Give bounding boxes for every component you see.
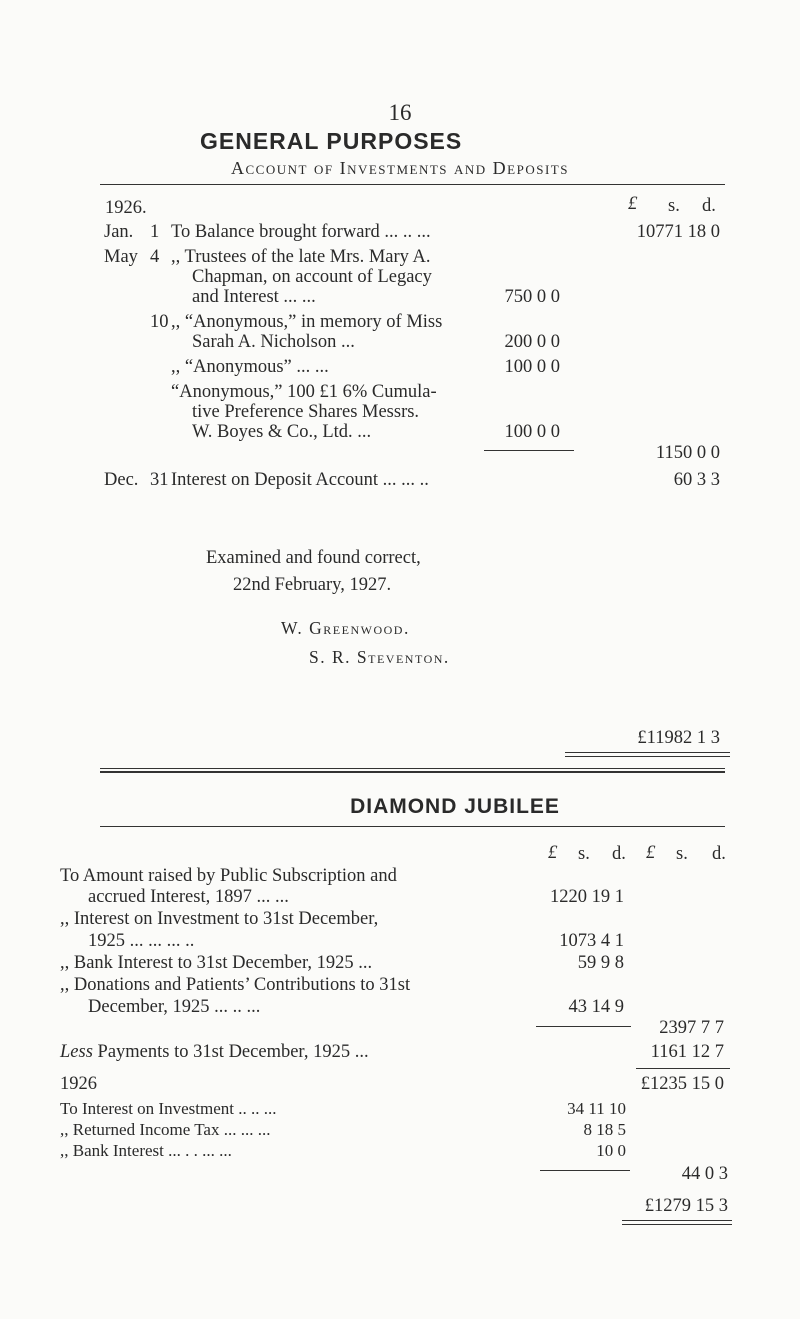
col-pound: £: [646, 843, 656, 863]
year-1926-label: 1926: [60, 1074, 97, 1094]
col-shillings: s.: [578, 844, 590, 864]
jubilee-line: ,, Interest on Investment to 31st December,: [60, 909, 379, 929]
less-amount: 1161 12 7: [650, 1042, 724, 1062]
entry-text: ,, “Anonymous,” in memory of Miss: [171, 312, 443, 332]
jubilee-1926-line: ,, Bank Interest ... . . ... ...: [60, 1141, 232, 1160]
less-line: Less Payments to 31st December, 1925 ...: [60, 1042, 369, 1062]
signatory: W. Greenwood.: [281, 618, 410, 638]
entry-month: May: [104, 247, 138, 267]
jubilee-inner-amount: 1220 19 1: [550, 887, 624, 907]
signatory: S. R. Steventon.: [309, 647, 450, 667]
examined-date: 22nd February, 1927.: [233, 575, 392, 595]
section-title-general: GENERAL PURPOSES: [200, 128, 463, 154]
jubilee-line: ,, Donations and Patients’ Contributions to 31st: [60, 975, 411, 995]
jubilee-final-total: £1279 15 3: [644, 1196, 728, 1216]
jubilee-balance: £1235 15 0: [640, 1074, 724, 1094]
entry-text: Sarah A. Nicholson ...: [192, 332, 355, 352]
jubilee-line: ,, Bank Interest to 31st December, 1925 ...: [60, 953, 373, 973]
entry-text: Chapman, on account of Legacy: [192, 267, 432, 287]
col-shillings: s.: [668, 196, 680, 216]
entry-text: W. Boyes & Co., Ltd. ...: [192, 422, 372, 442]
col-pence: d.: [612, 844, 626, 864]
year-1926-label: 1926.: [105, 198, 147, 218]
jubilee-inner-amount: 43 14 9: [568, 997, 624, 1017]
entry-day: 4: [150, 247, 160, 267]
entry-inner-amount: 100 0 0: [504, 422, 560, 442]
section-title-jubilee: DIAMOND JUBILEE: [350, 795, 560, 818]
section-separator: [100, 768, 725, 769]
entry-inner-amount: 100 0 0: [504, 357, 560, 377]
entry-month: Dec.: [104, 470, 139, 490]
jubilee-1926-subtotal: 44 0 3: [681, 1164, 728, 1184]
entry-text: and Interest ... ...: [192, 287, 316, 307]
entry-text: ,, “Anonymous” ... ...: [171, 357, 329, 377]
entry-day: 1: [150, 222, 160, 242]
jubilee-line: To Amount raised by Public Subscription and: [60, 866, 397, 886]
entry-month: Jan.: [104, 222, 134, 242]
page-number: 16: [388, 100, 412, 125]
top-rule: [100, 184, 725, 185]
jubilee-1926-amount: 8 18 5: [583, 1120, 626, 1139]
entry-day: 31: [150, 470, 169, 490]
jubilee-inner-amount: 59 9 8: [577, 953, 624, 973]
section-subtitle-general: Account of Investments and Deposits: [231, 158, 569, 178]
col-shillings: s.: [676, 844, 688, 864]
entry-inner-amount: 200 0 0: [504, 332, 560, 352]
jubilee-1926-amount: 34 11 10: [567, 1099, 626, 1118]
col-pound: £: [548, 843, 558, 863]
jubilee-subtotal: 2397 7 7: [659, 1018, 724, 1038]
jubilee-line: accrued Interest, 1897 ... ...: [88, 887, 289, 907]
jubilee-1926-line: ,, Returned Income Tax ... ... ...: [60, 1120, 271, 1139]
entry-text: Interest on Deposit Account ... ... ..: [171, 470, 429, 490]
section-separator: [100, 771, 725, 773]
total-rule: [622, 1224, 732, 1225]
jubilee-top-rule: [100, 826, 725, 827]
col-pence: d.: [702, 196, 716, 216]
balance-rule: [636, 1068, 730, 1069]
entry-text: “Anonymous,” 100 £1 6% Cumula-: [171, 382, 437, 402]
jubilee-1926-line: To Interest on Investment .. .. ...: [60, 1099, 277, 1118]
entry-inner-amount: 750 0 0: [504, 287, 560, 307]
total-rule: [565, 756, 730, 757]
jubilee-1926-amount: 10 0: [596, 1141, 626, 1160]
jubilee-inner-amount: 1073 4 1: [559, 931, 624, 951]
total-rule: [622, 1220, 732, 1221]
entry-amount: 60 3 3: [673, 470, 720, 490]
total-rule: [565, 752, 730, 753]
entry-text: tive Preference Shares Messrs.: [192, 402, 420, 422]
entry-text: To Balance brought forward ... .. ...: [171, 222, 431, 242]
jubilee-line: December, 1925 ... .. ...: [88, 997, 261, 1017]
entry-text: ,, Trustees of the late Mrs. Mary A.: [171, 247, 431, 267]
entry-day: 10: [150, 312, 169, 332]
entry-amount: 10771 18 0: [636, 222, 720, 242]
jubilee-line: 1925 ... ... ... ..: [88, 931, 195, 951]
examined-note: Examined and found correct,: [206, 548, 421, 568]
entry-amount: 1150 0 0: [655, 443, 720, 463]
col-pence: d.: [712, 844, 726, 864]
col-pound: £: [628, 194, 638, 214]
general-total: £11982 1 3: [637, 728, 720, 748]
